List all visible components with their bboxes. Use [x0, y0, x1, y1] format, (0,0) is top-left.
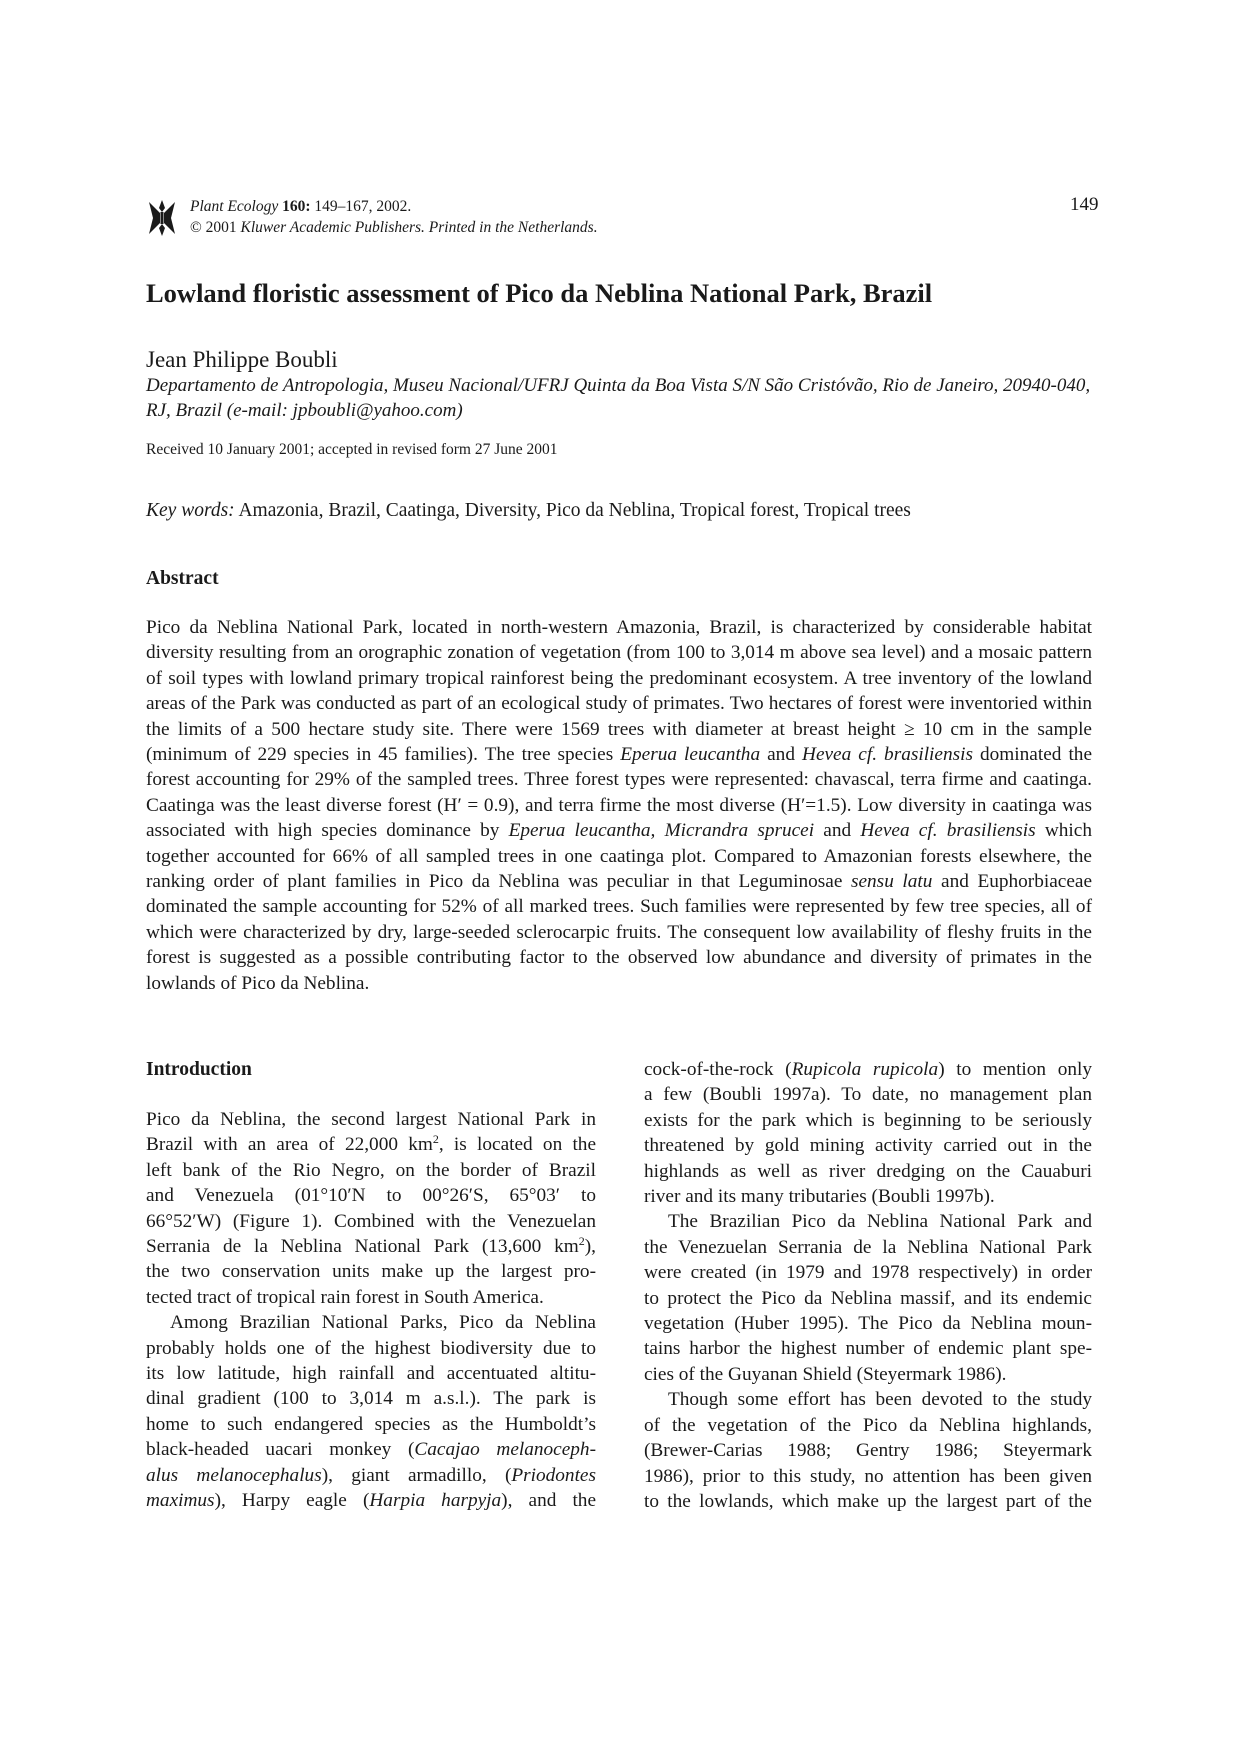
- text-line: [644, 1057, 1092, 1082]
- text-line: [146, 1488, 596, 1513]
- species-name: alus melanocephalus: [146, 1464, 322, 1486]
- text-line: a few (Boubli 1997a). To date, no management plan: [644, 1084, 1092, 1106]
- text-line: were created (in 1979 and 1978 respectively) in order: [644, 1262, 1092, 1284]
- text-run: Serrania de la Neblina National Park (13,600 km: [146, 1236, 579, 1258]
- paragraph: [644, 1387, 1092, 1514]
- text-line: highlands as well as river dredging on the Cauaburi: [644, 1160, 1092, 1182]
- text-line: Though some effort has been devoted to the study: [668, 1389, 1092, 1411]
- text-line: the two conservation units make up the largest pro-: [146, 1261, 596, 1283]
- introduction-right-column: [644, 1057, 1092, 1514]
- abstract-text: and Euphorbiaceae dominated the sample accounting for 52% of all marked trees. Such families were represented by few tree species, all of which were characterized by dry, large-seeded sclerocarpic fruits. The consequent low availability of fleshy fruits in the forest is suggested as a possible contributing factor to the observed low abundance and diversity of primates in the lowlands of Pico da Neblina.: [146, 871, 1092, 994]
- text-run: ), giant armadillo, (: [321, 1464, 512, 1486]
- abstract-text: dominated the forest accounting for 29% of the sampled trees. Three forest types were represented: chavascal, terra firme and caatinga. Caatinga was the least diverse forest (H′ = 0.9), and terra firme the most diverse (H′=1.5). Low diversity in caatinga was associated with high species dominance by: [146, 744, 1092, 842]
- text-line: tected tract of tropical rain forest in South America.: [146, 1286, 544, 1308]
- text-run: , is located on the: [438, 1134, 597, 1156]
- journal-name: Plant Ecology: [190, 198, 279, 215]
- text-line: (Brewer-Carias 1988; Gentry 1986; Steyermark: [644, 1440, 1092, 1462]
- abstract-body: [146, 615, 1092, 996]
- species-name: Eperua leucantha: [620, 744, 761, 766]
- keywords: [146, 498, 911, 524]
- text-line: [146, 1437, 596, 1462]
- latin-term: sensu latu: [850, 871, 933, 893]
- text-line: to protect the Pico da Neblina massif, and its endemic: [644, 1287, 1092, 1309]
- publisher-logo-icon: [147, 198, 177, 238]
- text-line: 66°52′W) (Figure 1). Combined with the Venezuelan: [146, 1210, 596, 1232]
- article-title: Lowland floristic assessment of Pico da Neblina National Park, Brazil: [146, 278, 933, 308]
- journal-citation: [190, 197, 411, 217]
- copyright-line: [190, 218, 598, 238]
- text-line: [146, 1463, 596, 1488]
- paragraph: [146, 1107, 596, 1310]
- abstract-text: and: [814, 820, 861, 842]
- text-line: the Venezuelan Serrania de la Neblina National Park: [644, 1236, 1092, 1258]
- journal-pages-year: 149–167, 2002.: [310, 198, 412, 215]
- introduction-heading: Introduction: [146, 1059, 252, 1080]
- text-line: left bank of the Rio Negro, on the border of Brazil: [146, 1159, 596, 1181]
- abstract-text: Pico da Neblina National Park, located in north-western Amazonia, Brazil, is characterized by considerable habitat diversity resulting from an orographic zonation of vegetation (from 100 to 3,014 m above sea level) and a mosaic pattern of soil types with lowland primary tropical rainforest being the predominant ecosystem. A tree inventory of the lowland areas of the Park was conducted as part of an ecological study of primates. Two hectares of forest were inventoried within the limits of a 500 hectare study site. There were 1569 trees with diameter at breast height ≥ 10 cm in the sample (minimum of 229 species in 45 families). The tree species: [146, 617, 1092, 766]
- text-line: cies of the Guyanan Shield (Steyermark 1986).: [644, 1363, 1007, 1385]
- text-line: dinal gradient (100 to 3,014 m a.s.l.). The park is: [146, 1388, 596, 1410]
- page-number: 149: [1070, 194, 1099, 215]
- species-name: Priodontes: [511, 1464, 596, 1486]
- paragraph: [644, 1057, 1092, 1209]
- text-line: river and its many tributaries (Boubli 1997b).: [644, 1186, 995, 1208]
- text-line: 1986), prior to this study, no attention has been given: [644, 1465, 1092, 1487]
- species-name: Cacajao melanoceph-: [414, 1439, 596, 1461]
- text-run: ), and the: [501, 1490, 597, 1512]
- text-line: threatened by gold mining activity carried out in the: [644, 1135, 1092, 1157]
- text-line: tains harbor the highest number of endemic plant spe-: [644, 1338, 1092, 1360]
- species-name: maximus: [146, 1490, 215, 1512]
- species-name: Eperua leucantha, Micrandra sprucei: [508, 820, 815, 842]
- text-run: black-headed uacari monkey (: [146, 1439, 415, 1461]
- text-line: home to such endangered species as the Humboldt’s: [146, 1413, 596, 1435]
- text-run: Brazil with an area of 22,000 km: [146, 1134, 433, 1156]
- text-line: Pico da Neblina, the second largest National Park in: [146, 1109, 596, 1130]
- species-name: Rupicola rupicola: [791, 1059, 939, 1080]
- text-run: ), Harpy eagle (: [214, 1490, 370, 1512]
- introduction-left-column: [146, 1107, 596, 1514]
- text-line: exists for the park which is beginning to be seriously: [644, 1109, 1092, 1131]
- paragraph: [146, 1310, 596, 1513]
- text-line: to the lowlands, which make up the largest part of the: [644, 1490, 1092, 1512]
- keywords-list: Amazonia, Brazil, Caatinga, Diversity, Pico da Neblina, Tropical forest, Tropical trees: [234, 500, 911, 521]
- copyright-prefix: © 2001: [190, 219, 241, 236]
- abstract-text: which together accounted for 66% of all sampled trees in one caatinga plot. Compared to Amazonian forests elsewhere, the ranking order of plant families in Pico da Neblina was peculiar in that Leguminosae: [146, 820, 1092, 893]
- text-line: of the vegetation of the Pico da Neblina highlands,: [644, 1414, 1092, 1436]
- text-line: The Brazilian Pico da Neblina National Park and: [668, 1211, 1092, 1233]
- text-line: Among Brazilian National Parks, Pico da Neblina: [170, 1312, 596, 1334]
- superscript: 2: [578, 1234, 585, 1249]
- received-dates: Received 10 January 2001; accepted in revised form 27 June 2001: [146, 441, 558, 458]
- text-run: ),: [584, 1236, 596, 1258]
- text-line: [146, 1132, 596, 1157]
- journal-volume: 160:: [282, 198, 311, 215]
- species-name: Harpia harpyja: [369, 1490, 502, 1512]
- species-name: Hevea cf. brasiliensis: [802, 744, 973, 766]
- author-affiliation: Departamento de Antropologia, Museu Nacional/UFRJ Quinta da Boa Vista S/N São Cristóvão, Rio de Janeiro, 20940-040, RJ, Brazil (e-mail: jpboubli@yahoo.com): [146, 375, 1091, 421]
- text-line: and Venezuela (01°10′N to 00°26′S, 65°03′ to: [146, 1185, 596, 1207]
- text-run: cock-of-the-rock (: [644, 1059, 792, 1080]
- abstract-text: and: [760, 744, 803, 766]
- abstract-heading: Abstract: [146, 568, 219, 589]
- superscript: 2: [432, 1132, 439, 1147]
- text-run: ) to mention only: [938, 1059, 1092, 1080]
- text-line: vegetation (Huber 1995). The Pico da Neblina moun-: [644, 1313, 1092, 1335]
- keywords-label: Key words:: [146, 500, 235, 521]
- paragraph: [644, 1209, 1092, 1387]
- text-line: probably holds one of the highest biodiversity due to: [146, 1337, 596, 1359]
- text-line: [146, 1234, 596, 1259]
- author-name: Jean Philippe Boubli: [146, 347, 338, 372]
- species-name: Hevea cf. brasiliensis: [860, 820, 1036, 842]
- copyright-publisher: Kluwer Academic Publishers. Printed in the Netherlands.: [240, 219, 598, 236]
- text-line: its low latitude, high rainfall and accentuated altitu-: [146, 1363, 596, 1385]
